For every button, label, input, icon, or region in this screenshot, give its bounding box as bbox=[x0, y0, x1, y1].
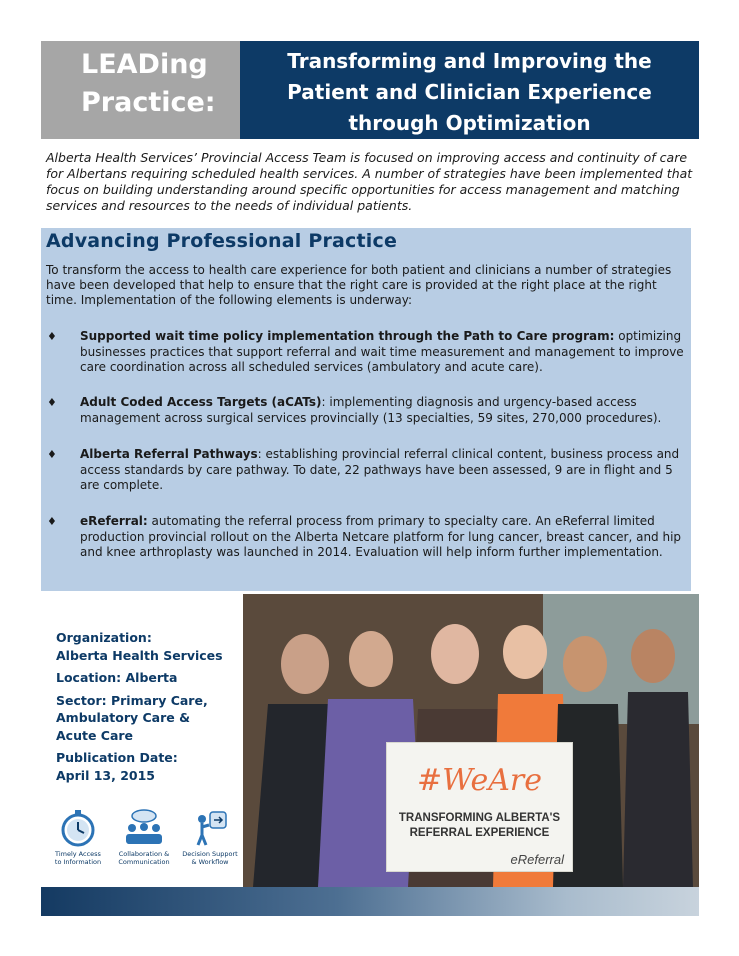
icon-caption-line1: Decision Support bbox=[182, 850, 238, 858]
org-info bbox=[56, 629, 246, 789]
sector-line2: Ambulatory Care & bbox=[56, 710, 190, 725]
section-heading: Advancing Professional Practice bbox=[46, 230, 398, 252]
photo-sign bbox=[386, 742, 573, 872]
icon-caption-line2: to Information bbox=[54, 858, 102, 866]
list-item-text: : establishing provincial referral clinical content, business process and access standards by care pathway. To date, 22 pathways have been assessed, 9 are in flight and 5 are complete. bbox=[80, 447, 680, 492]
page-title-line1: Transforming and Improving the bbox=[287, 49, 652, 73]
list-item-title: eReferral: bbox=[80, 514, 148, 528]
team-photo bbox=[243, 594, 699, 887]
list-item-text: : implementing diagnosis and urgency-based access management across surgical services provincially (13 specialties, 59 sites, 270,000 procedures). bbox=[80, 395, 662, 425]
sign-brand: eReferral bbox=[510, 852, 564, 867]
org-label: Organization: bbox=[56, 630, 152, 645]
sign-hashtag: #WeAre bbox=[416, 763, 543, 798]
header-label bbox=[41, 41, 240, 139]
section-lead: To transform the access to health care experience for both patient and clinicians a number of strategies have been developed that help to ensure that the right care is provided at the right place at the right time. Implementation of the following elements is underway: bbox=[46, 263, 672, 307]
bullet-icon: ♦ bbox=[47, 396, 57, 409]
practice-box bbox=[41, 228, 691, 591]
page-title-line2: Patient and Clinician Experience bbox=[287, 80, 652, 104]
bullet-icon: ♦ bbox=[47, 330, 57, 343]
sector-line1: Sector: Primary Care, bbox=[56, 692, 208, 708]
theme-icons bbox=[46, 808, 242, 888]
icon-caption-line2: Communication bbox=[118, 858, 170, 866]
org-name: Alberta Health Services bbox=[56, 647, 223, 663]
collaboration-icon bbox=[112, 808, 176, 866]
list-item-text: automating the referral process from primary to specialty care. An eReferral limited production provincial rollout on the Alberta Netcare platform for lung cancer, breast cancer, and hip and knee arthroplasty was launched in 2014. Evaluation will help inform further implementation. bbox=[80, 514, 682, 559]
decision-support-icon bbox=[178, 808, 242, 866]
list-item-text: optimizing businesses practices that support referral and wait time measurement and management to improve care coordination across all scheduled services (ambulatory and acute care). bbox=[80, 329, 684, 374]
sector-line3: Acute Care bbox=[56, 727, 134, 743]
intro-paragraph: Alberta Health Services’ Provincial Access Team is focused on improving access and continuity of care for Albertans requiring scheduled health services. A number of strategies have been implemented that focus on building understanding around specific opportunities for access management and matching services and resources to the needs of individual patients. bbox=[46, 150, 693, 213]
location: Location: Alberta bbox=[56, 670, 178, 685]
bullet-icon: ♦ bbox=[47, 448, 57, 461]
sign-line1: TRANSFORMING ALBERTA'S bbox=[398, 812, 561, 824]
publication-date: April 13, 2015 bbox=[56, 767, 155, 783]
page-title-line3: through Optimization bbox=[348, 111, 591, 135]
icon-caption-line1: Timely Access bbox=[55, 850, 101, 858]
publication-label: Publication Date: bbox=[56, 750, 178, 765]
page-title bbox=[240, 41, 699, 139]
list-item-title: Supported wait time policy implementation through the Path to Care program: bbox=[80, 329, 615, 343]
list-item-title: Alberta Referral Pathways bbox=[80, 447, 258, 461]
stopwatch-icon bbox=[46, 808, 110, 866]
bullet-icon: ♦ bbox=[47, 515, 57, 528]
header-label-line1: LEADing bbox=[81, 49, 208, 80]
icon-caption-line2: & Workflow bbox=[191, 858, 229, 866]
footer-gradient-bar bbox=[41, 887, 699, 916]
sign-line2: REFERRAL EXPERIENCE bbox=[409, 827, 550, 839]
icon-caption-line1: Collaboration & bbox=[118, 850, 170, 858]
list-item-title: Adult Coded Access Targets (aCATs) bbox=[80, 395, 322, 409]
header-label-line2: Practice: bbox=[81, 87, 216, 118]
